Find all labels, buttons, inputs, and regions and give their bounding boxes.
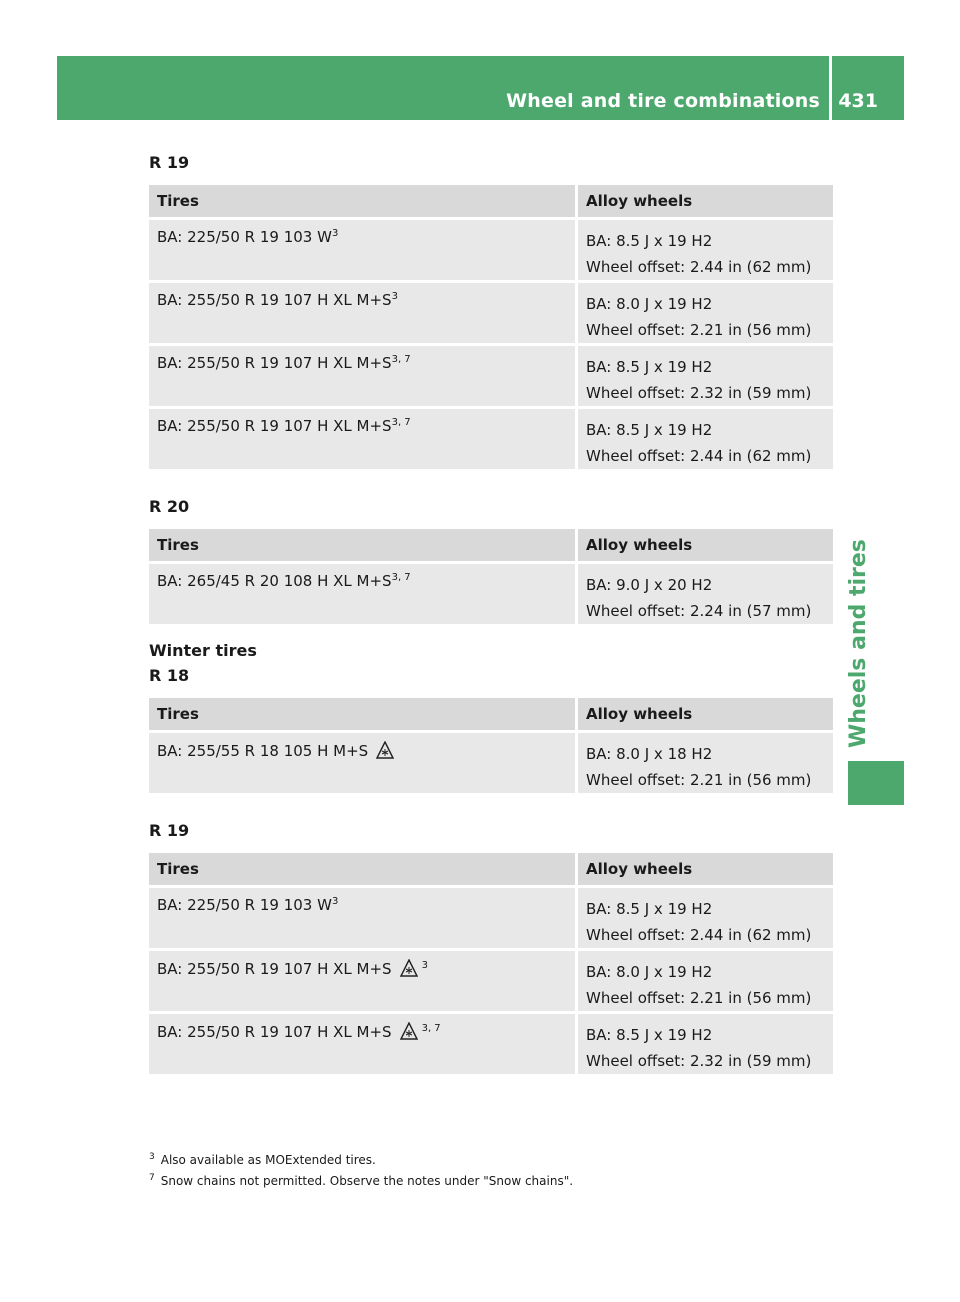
col-header-wheels: Alloy wheels xyxy=(578,853,833,885)
main-content xyxy=(149,150,833,1077)
tire-cell: BA: 255/50 R 19 107 H XL $M+S^3$ xyxy=(149,283,578,343)
wheel-cell: BA: 8.5 J x 19 H2 Wheel offset: 2.44 in (62 mm) xyxy=(578,220,833,280)
wheel-cell: BA: 8.5 J x 19 H2 Wheel offset: 2.44 in (62 mm) xyxy=(578,409,833,469)
table-header-row xyxy=(149,529,833,561)
page-number: 431 xyxy=(838,90,878,112)
table-row xyxy=(149,346,833,406)
col-header-wheels: Alloy wheels xyxy=(578,529,833,561)
section-subheading: R 18 xyxy=(149,666,190,685)
wheel-cell: BA: 9.0 J x 20 H2 Wheel offset: 2.24 in (57 mm) xyxy=(578,564,833,624)
table-header-row xyxy=(149,185,833,217)
table-row xyxy=(149,1014,833,1074)
tire-table xyxy=(149,526,833,627)
tire-table xyxy=(149,182,833,472)
wheel-cell: BA: 8.5 J x 19 H2 Wheel offset: 2.32 in (59 mm) xyxy=(578,346,833,406)
page-title: Wheel and tire combinations xyxy=(506,90,820,112)
tire-cell: BA: 265/45 R 20 108 H XL $M+S^{3, 7}$ xyxy=(149,564,578,624)
wheel-cell: BA: 8.0 J x 19 H2 Wheel offset: 2.21 in (56 mm) xyxy=(578,951,833,1011)
table-row xyxy=(149,733,833,793)
section-heading: R 19 xyxy=(149,821,190,840)
tire-cell: BA: 255/50 R 19 107 H XL $M+S^{3, 7}$ xyxy=(149,409,578,469)
header-divider xyxy=(829,56,832,120)
tire-cell: BA: 225/50 R 19 103 $W^3$ xyxy=(149,888,578,948)
table-header-row xyxy=(149,853,833,885)
section-heading: Winter tires xyxy=(149,641,257,660)
table-row xyxy=(149,888,833,948)
page-header xyxy=(57,56,904,120)
snowflake-mountain-icon xyxy=(400,1022,418,1040)
tire-cell: BA: 255/50 R 19 107 H XL $M+S^{3, 7}$ xyxy=(149,346,578,406)
table-row xyxy=(149,409,833,469)
table-row xyxy=(149,564,833,624)
col-header-tires: Tires xyxy=(149,853,578,885)
table-row xyxy=(149,951,833,1011)
snowflake-mountain-icon xyxy=(400,959,418,977)
tire-table xyxy=(149,695,833,796)
col-header-tires: Tires xyxy=(149,529,578,561)
table-header-row xyxy=(149,698,833,730)
snowflake-mountain-icon xyxy=(376,741,394,759)
col-header-tires: Tires xyxy=(149,698,578,730)
tire-cell: BA: 255/55 R 18 105 H M+S xyxy=(149,733,578,793)
table-row xyxy=(149,283,833,343)
col-header-tires: Tires xyxy=(149,185,578,217)
col-header-wheels: Alloy wheels xyxy=(578,698,833,730)
footnote: $^3$ Also available as MOExtended tires. xyxy=(149,1152,376,1167)
tire-cell: BA: 255/50 R 19 107 H XL M+S $^{3, 7}$ xyxy=(149,1014,578,1074)
tire-cell: BA: 255/50 R 19 107 H XL M+S $^3$ xyxy=(149,951,578,1011)
tire-cell: BA: 225/50 R 19 103 $W^3$ xyxy=(149,220,578,280)
side-tab-block xyxy=(848,761,904,805)
table-row xyxy=(149,220,833,280)
section-heading: R 19 xyxy=(149,153,190,172)
col-header-wheels: Alloy wheels xyxy=(578,185,833,217)
footnotes xyxy=(149,1148,573,1190)
footnote: $^7$ Snow chains not permitted. Observe the notes under "Snow chains". xyxy=(149,1173,574,1188)
side-tab xyxy=(838,540,898,750)
wheel-cell: BA: 8.5 J x 19 H2 Wheel offset: 2.32 in (59 mm) xyxy=(578,1014,833,1074)
tire-table xyxy=(149,850,833,1077)
wheel-cell: BA: 8.0 J x 18 H2 Wheel offset: 2.21 in (56 mm) xyxy=(578,733,833,793)
side-tab-label: Wheels and tires xyxy=(846,539,871,748)
wheel-cell: BA: 8.5 J x 19 H2 Wheel offset: 2.44 in (62 mm) xyxy=(578,888,833,948)
section-heading: R 20 xyxy=(149,497,190,516)
wheel-cell: BA: 8.0 J x 19 H2 Wheel offset: 2.21 in (56 mm) xyxy=(578,283,833,343)
